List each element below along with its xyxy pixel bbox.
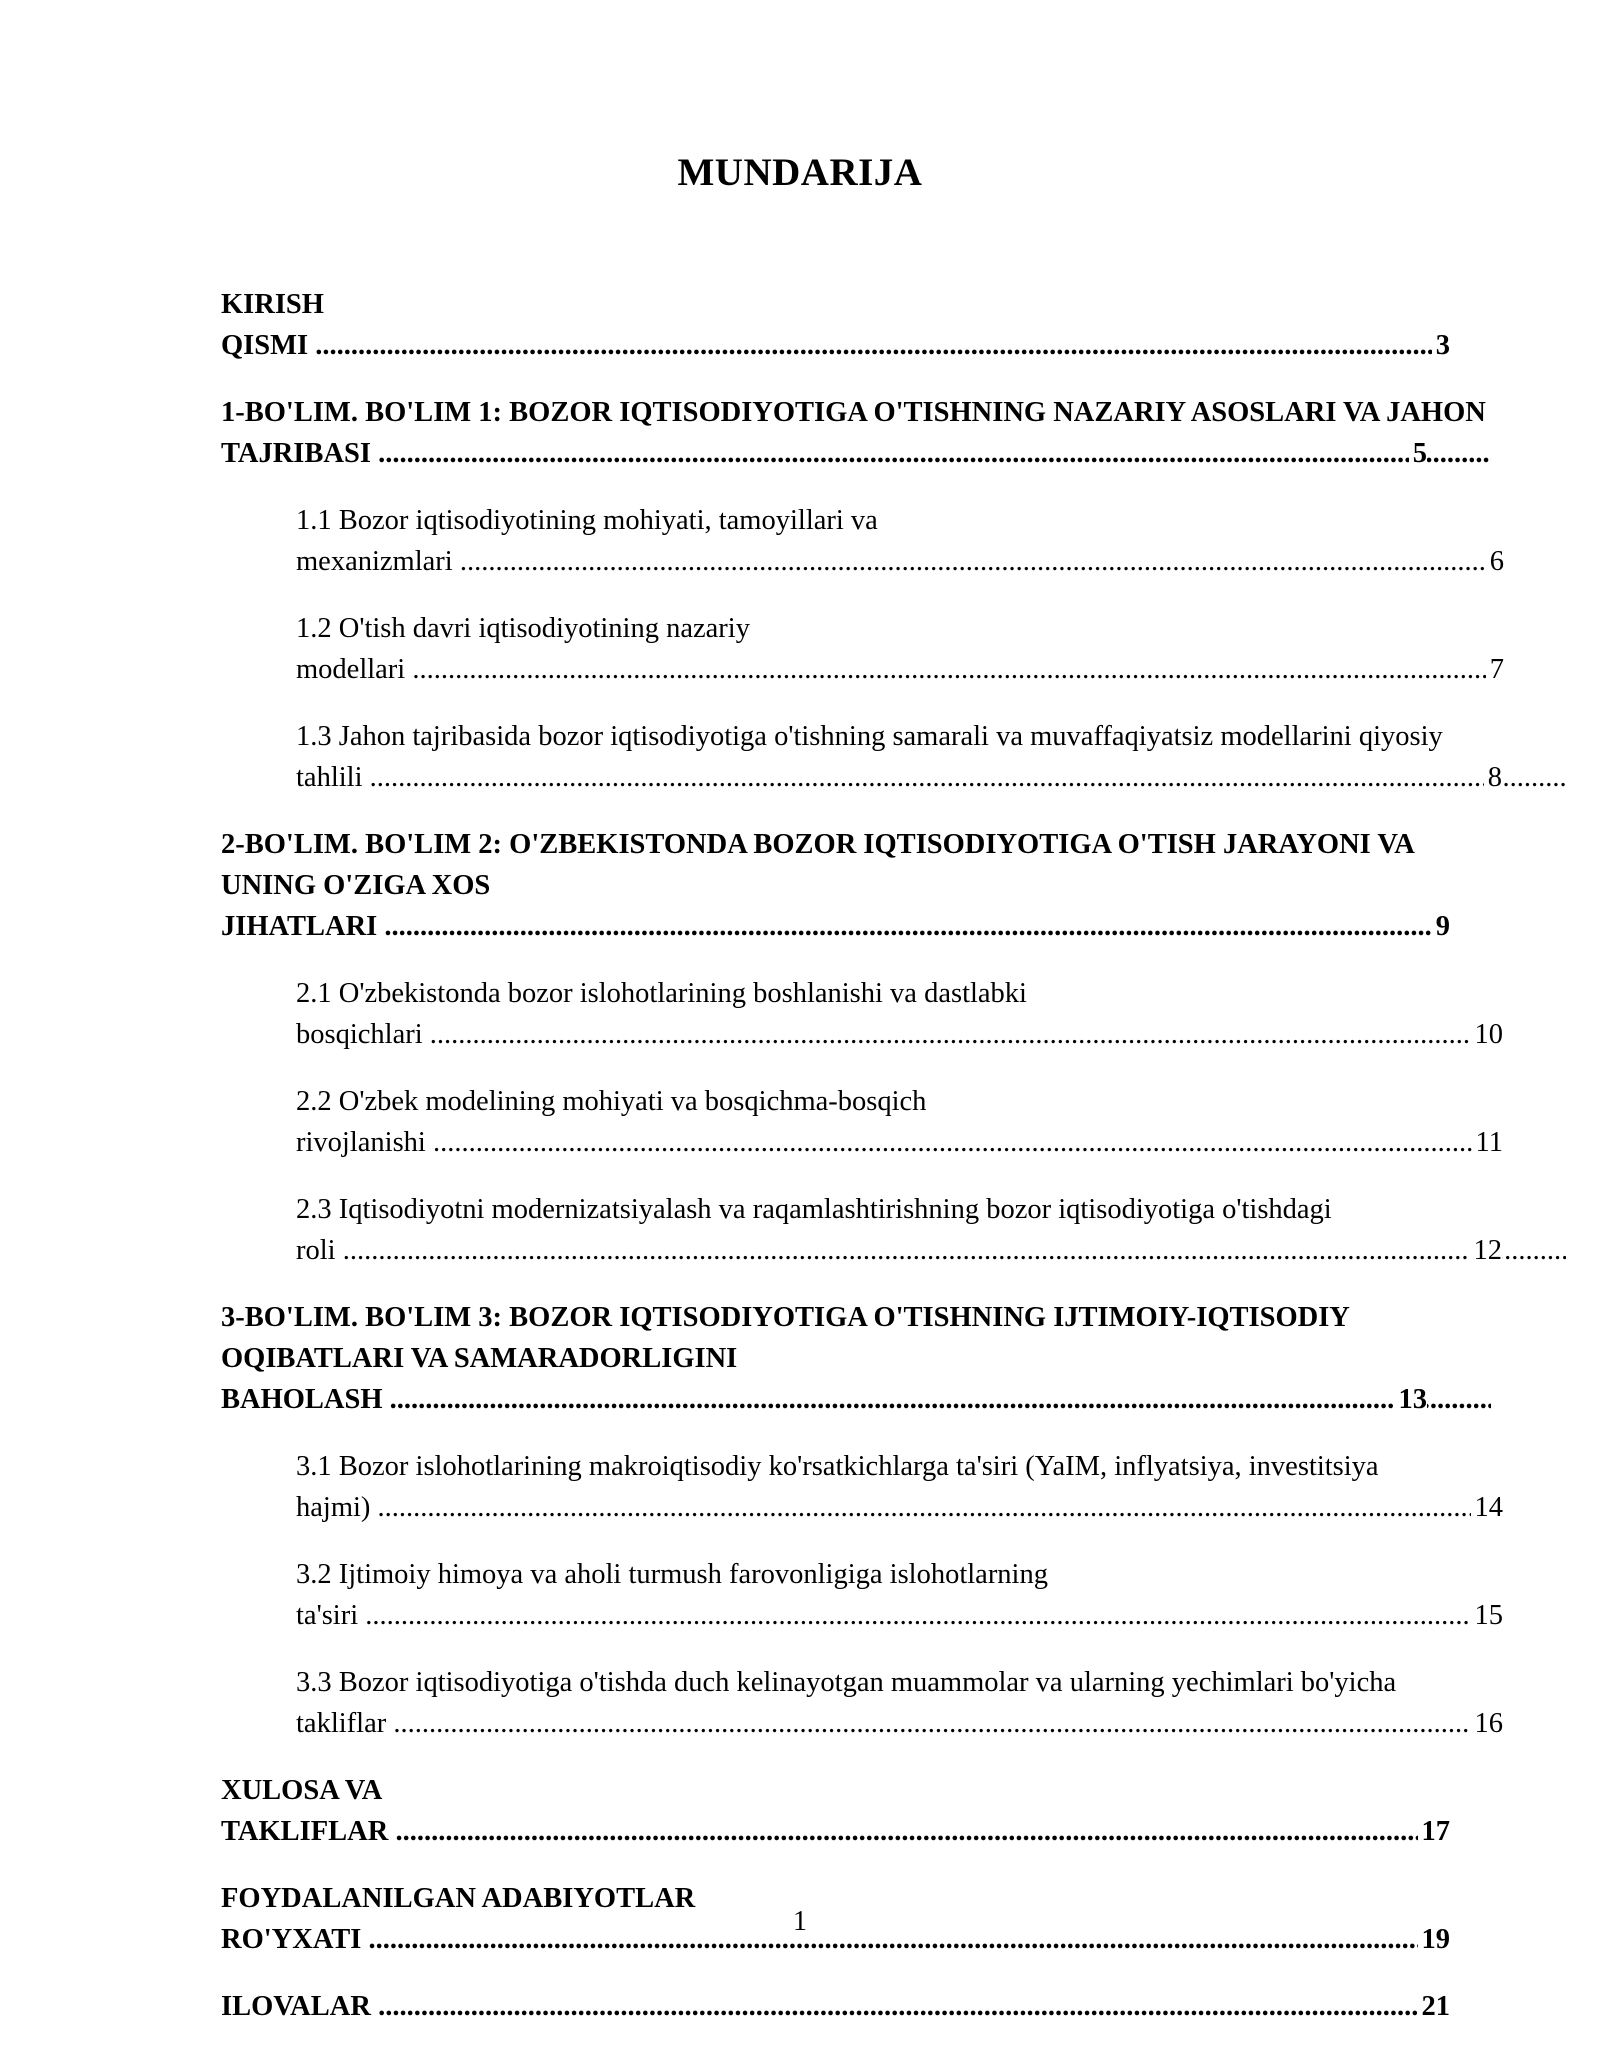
toc-entry-page: 17 <box>1418 1811 1451 1852</box>
toc-entry-title: 3.3 Bozor iqtisodiyotiga o'tishda duch kelinayotgan muammolar va ularning yechimlari bo'yicha takliflar ..... <box>296 1667 1503 1739</box>
toc-entry-page: 5 <box>1409 433 1427 474</box>
toc-entry-section-3-2[interactable] <box>221 1554 1503 1636</box>
toc-entry-title: ILOVALAR ..... <box>221 1991 1450 2022</box>
toc-entry-page: 21 <box>1418 1986 1451 2027</box>
toc-entry-title: 2.1 O'zbekistonda bozor islohotlarining boshlanishi va dastlabki bosqichlari ..... <box>296 978 1503 1050</box>
toc-entry-page: 11 <box>1472 1122 1503 1163</box>
toc-entry-chapter-1[interactable] <box>221 392 1491 474</box>
toc-entry-page: 16 <box>1471 1703 1504 1744</box>
toc-entry-conclusion[interactable] <box>221 1770 1450 1852</box>
toc-entry-page: 6 <box>1486 541 1504 582</box>
toc-entry-appendices[interactable] <box>221 1986 1450 2027</box>
toc-entry-section-1-3[interactable] <box>221 716 1566 798</box>
toc-entry-title: XULOSA VA TAKLIFLAR ..... <box>221 1775 1450 1847</box>
toc-entry-page: 10 <box>1471 1014 1504 1055</box>
toc-entry-title: 1.3 Jahon tajribasida bozor iqtisodiyotiga o'tishning samarali va muvaffaqiyatsiz modellarini qiyosiy tahlili ..... <box>296 721 1566 793</box>
toc-entry-chapter-2[interactable] <box>221 824 1450 947</box>
toc-entry-page: 19 <box>1418 1919 1451 1960</box>
toc-entry-section-3-1[interactable] <box>221 1446 1503 1528</box>
toc-entry-title: 1.2 O'tish davri iqtisodiyotining nazariy modellari ..... <box>296 613 1504 685</box>
toc-entry-title: 2.3 Iqtisodiyotni modernizatsiyalash va raqamlashtirishning bozor iqtisodiyotiga o'tishdagi roli ..... <box>296 1194 1566 1266</box>
toc-entry-page: 15 <box>1471 1595 1504 1636</box>
toc-entry-section-2-3[interactable] <box>221 1189 1566 1271</box>
toc-entry-title: 2-BO'LIM. BO'LIM 2: O'ZBEKISTONDA BOZOR IQTISODIYOTIGA O'TISH JARAYONI VA UNING O'ZIGA XOS JIHATLARI ..... <box>221 829 1450 942</box>
page-number: 1 <box>793 1906 807 1937</box>
toc-entry-section-1-2[interactable] <box>221 608 1504 690</box>
toc-entry-title: 3-BO'LIM. BO'LIM 3: BOZOR IQTISODIYOTIGA O'TISHNING IJTIMOIY-IQTISODIY OQIBATLARI VA SAMARADORLIGINI BAHOLASH ..... <box>221 1302 1491 1415</box>
toc-entry-section-3-3[interactable] <box>221 1662 1503 1744</box>
toc-entry-page: 13 <box>1395 1379 1428 1420</box>
toc-entry-title: 1.1 Bozor iqtisodiyotining mohiyati, tamoyillari va mexanizmlari ..... <box>296 505 1504 577</box>
toc-entry-page: 8 <box>1484 757 1502 798</box>
toc-entry-title: 1-BO'LIM. BO'LIM 1: BOZOR IQTISODIYOTIGA O'TISHNING NAZARIY ASOSLARI VA JAHON TAJRIBASI ..... <box>221 397 1491 469</box>
toc-entry-title: KIRISH QISMI ..... <box>221 289 1450 361</box>
toc-entry-section-1-1[interactable] <box>221 500 1504 582</box>
toc-entry-chapter-3[interactable] <box>221 1297 1491 1420</box>
toc-entry-introduction[interactable] <box>221 284 1450 366</box>
toc-entry-page: 14 <box>1471 1487 1504 1528</box>
toc-entry-title: 2.2 O'zbek modelining mohiyati va bosqichma-bosqich rivojlanishi ..... <box>296 1086 1503 1158</box>
toc-entry-title: 3.2 Ijtimoiy himoya va aholi turmush farovonligiga islohotlarning ta'siri ..... <box>296 1559 1503 1631</box>
toc-entry-page: 7 <box>1486 649 1504 690</box>
toc-entry-section-2-1[interactable] <box>221 973 1503 1055</box>
toc-entry-page: 3 <box>1432 325 1450 366</box>
toc-entry-page: 12 <box>1470 1230 1503 1271</box>
table-of-contents <box>221 284 1504 2027</box>
page-title: MUNDARIJA <box>677 151 923 194</box>
toc-entry-title: FOYDALANILGAN ADABIYOTLAR RO'YXATI ..... <box>221 1883 1450 1955</box>
toc-entry-page: 9 <box>1432 906 1450 947</box>
toc-entry-title: 3.1 Bozor islohotlarining makroiqtisodiy ko'rsatkichlarga ta'siri (YaIM, inflyatsiya, investitsiya hajmi) ..... <box>296 1451 1503 1523</box>
toc-entry-section-2-2[interactable] <box>221 1081 1503 1163</box>
